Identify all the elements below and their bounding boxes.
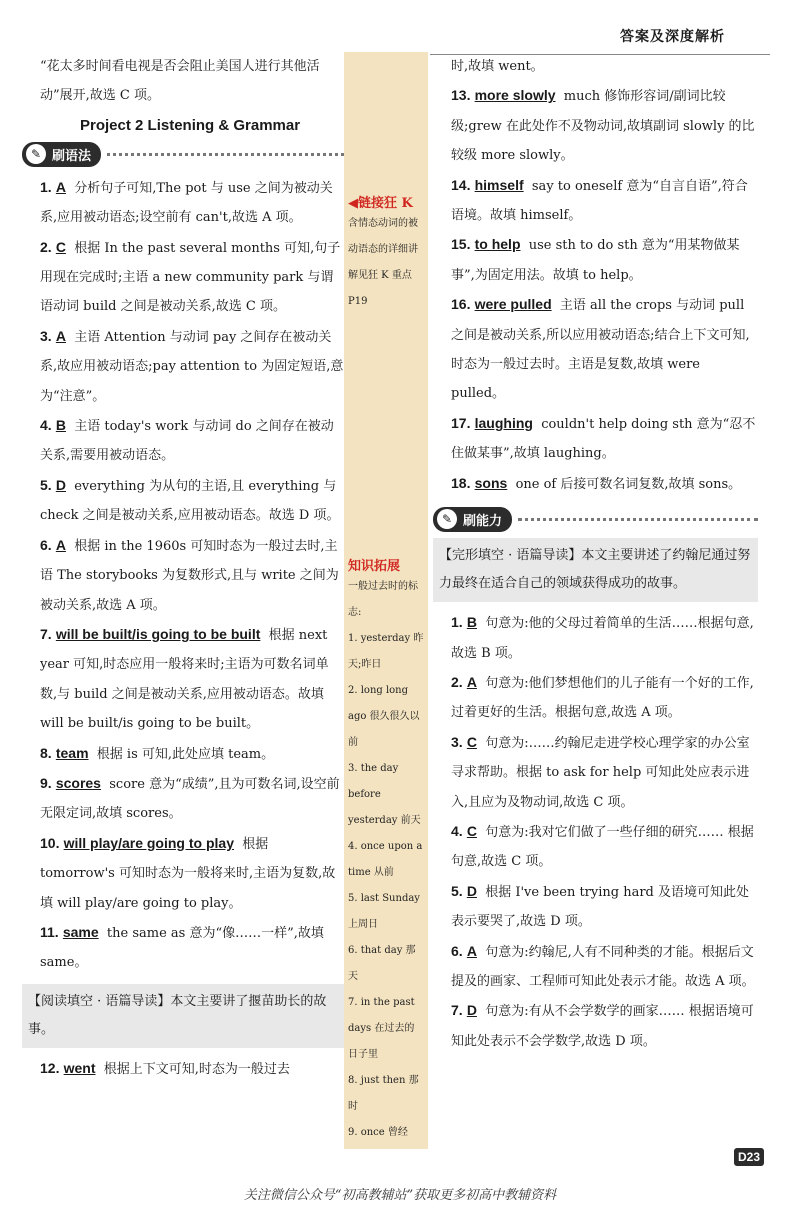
- right-column: [433, 52, 758, 1056]
- list-item: [22, 918, 344, 978]
- item-answer: team: [55, 744, 89, 761]
- extension-item: 4. once upon a time 从前: [348, 841, 423, 878]
- item-explanation: 根据 I've been trying hard 及语境可知此处表示要哭了,故选 D 项。: [451, 884, 750, 930]
- footer: 关注微信公众号“初高教辅站”获取更多初高中教辅资料: [243, 1188, 557, 1203]
- item-number: 6.: [40, 536, 52, 553]
- extension-item: 7. in the past days 在过去的日子里: [348, 997, 415, 1060]
- list-item: [22, 322, 344, 411]
- list-item: [433, 937, 758, 997]
- left-intro: “花太多时间看电视是否会阻止美国人进行其他活动”展开,故选 C 项。: [40, 59, 320, 104]
- item-answer: C: [466, 822, 477, 839]
- item-explanation: 根据 tomorrow's 可知时态为一般将来时,主语为复数,故填 will play/are going to play。: [40, 836, 336, 911]
- item-number: 10.: [40, 834, 60, 851]
- item-number: 5.: [40, 476, 52, 493]
- list-item: [22, 411, 344, 471]
- item-number: 1.: [40, 178, 52, 195]
- item-number: 9.: [40, 774, 52, 791]
- cloze-guide: 【完形填空 · 语篇导读】本文主要讲述了约翰尼通过努力最终在适合自己的领域获得成功的故事。: [433, 538, 758, 602]
- item-answer: were pulled: [474, 296, 552, 313]
- grammar-badge: [22, 142, 101, 167]
- item-answer: himself: [474, 176, 524, 193]
- extension-item: 6. that day 那天: [348, 945, 416, 982]
- item-explanation: one of 后接可数名词复数,故填 sons。: [515, 476, 742, 492]
- header-title: 答案及深度解析: [620, 29, 725, 45]
- item-explanation: 句意为:我对它们做了一些仔细的研究…… 根据句意,故选 C 项。: [451, 824, 754, 870]
- item-answer: scores: [55, 774, 101, 791]
- list-item: [22, 769, 344, 829]
- list-item: [433, 171, 758, 231]
- item-number: 4.: [451, 822, 463, 839]
- item-number: 18.: [451, 474, 471, 491]
- grammar-badge-label: 刷语法: [52, 148, 92, 164]
- pen-icon: ✎: [26, 144, 46, 164]
- item-answer: D: [466, 1002, 477, 1019]
- item-number: 7.: [451, 1002, 463, 1019]
- extension-list: [344, 626, 428, 1146]
- item-number: 8.: [40, 744, 52, 761]
- extension-item: 9. once 曾经: [348, 1127, 408, 1138]
- item-explanation: 根据 In the past several months 可知,句子用现在完成时;主语 a new community park 与谓语动词 build 之间是被动关系,故选 C 项。: [40, 240, 341, 315]
- list-item: [22, 233, 344, 322]
- list-item: [433, 409, 758, 469]
- item-number: 16.: [451, 296, 471, 313]
- item-number: 1.: [451, 614, 463, 631]
- list-item: [433, 728, 758, 817]
- ability-tag: [433, 507, 758, 532]
- item-answer: D: [55, 476, 66, 493]
- item-number: 5.: [451, 882, 463, 899]
- item-explanation: couldn't help doing sth 意为“忍不住做某事”,故填 laughing。: [451, 416, 756, 462]
- item-number: 3.: [451, 733, 463, 750]
- item-answer: sons: [474, 474, 508, 491]
- cloze-item-list: [433, 608, 758, 1056]
- right-item-list: [433, 81, 758, 499]
- item-answer: C: [466, 733, 477, 750]
- item-answer: more slowly: [474, 87, 556, 104]
- extension-title: 知识拓展: [348, 559, 401, 574]
- item-number: 6.: [451, 942, 463, 959]
- item-explanation: everything 为从句的主语,且 everything 与 check 之间是被动关系,应用被动语态。故选 D 项。: [40, 478, 340, 524]
- item-number: 2.: [40, 238, 52, 255]
- extension-item: 3. the day before yesterday 前天: [348, 763, 421, 826]
- item-answer: same: [62, 923, 99, 940]
- item-answer: A: [466, 942, 477, 959]
- list-item: [22, 173, 344, 233]
- item-number: 11.: [40, 923, 59, 940]
- link-title: [344, 192, 428, 211]
- link-title-text: 链接狂 K: [358, 196, 413, 211]
- ability-badge: [433, 507, 512, 532]
- item-explanation: 句意为:他的父母过着简单的生活……根据句意,故选 B 项。: [451, 616, 754, 661]
- list-item: [22, 620, 344, 739]
- item-number: 17.: [451, 414, 471, 431]
- pen-icon: ✎: [437, 509, 457, 529]
- item-answer: D: [466, 882, 477, 899]
- extension-item: 8. just then 那时: [348, 1075, 419, 1112]
- arrow-icon: ◀: [348, 196, 358, 211]
- ability-badge-label: 刷能力: [463, 514, 503, 530]
- left-item-list: [22, 173, 344, 978]
- item-explanation: 主语 Attention 与动词 pay 之间存在被动关系,故应用被动语态;pay attention to 为固定短语,意为“注意”。: [40, 329, 344, 404]
- extension-intro: 一般过去时的标志:: [348, 581, 418, 618]
- item-explanation: 主语 today's work 与动词 do 之间存在被动关系,需要用被动语态。: [40, 419, 334, 464]
- page-number: D23: [734, 1148, 764, 1166]
- list-item: [433, 230, 758, 290]
- item-number: 4.: [40, 417, 52, 434]
- item-number: 3.: [40, 327, 52, 344]
- right-continuation: 时,故填 went。: [451, 59, 544, 74]
- item-number: 14.: [451, 176, 471, 193]
- item-answer: B: [466, 614, 477, 631]
- list-item: [22, 1054, 344, 1084]
- list-item: [22, 739, 344, 769]
- item-explanation: 根据 in the 1960s 可知时态为一般过去时,主语 The storybooks 为复数形式,且与 write 之间为被动关系,故选 A 项。: [40, 538, 339, 613]
- item-number: 15.: [451, 236, 471, 253]
- section-title: Project 2 Listening & Grammar: [80, 116, 301, 134]
- list-item: [433, 668, 758, 728]
- list-item: [22, 471, 344, 531]
- item-number: 2.: [451, 673, 463, 690]
- list-item: [433, 81, 758, 170]
- item-answer: will be built/is going to be built: [55, 625, 261, 642]
- item-explanation: 句意为:有从不会学数学的画家…… 根据语境可知此处表示不会学数学,故选 D 项。: [451, 1004, 754, 1049]
- item-explanation: 根据上下文可知,时态为一般过去: [103, 1061, 290, 1077]
- item-explanation: say to oneself 意为“自言自语”,符合语境。故填 himself。: [451, 178, 748, 224]
- item-explanation: 句意为:他们梦想他们的儿子能有一个好的工作,过着更好的生活。根据句意,故选 A 项。: [451, 675, 754, 721]
- left-column: [22, 52, 344, 1084]
- list-item: [22, 531, 344, 620]
- grammar-tag: [22, 142, 344, 167]
- list-item: [433, 469, 758, 499]
- list-item: [433, 290, 758, 409]
- list-item: [433, 608, 758, 668]
- item-explanation: 根据 is 可知,此处应填 team。: [96, 746, 275, 762]
- item-explanation: 主语 all the crops 与动词 pull 之间是被动关系,所以应用被动语态;结合上下文可知,时态为一般过去时。主语是复数,故填 were pulled。: [451, 298, 750, 402]
- item-explanation: 句意为:约翰尼,人有不同种类的才能。根据后文提及的画家、工程师可知此处表示才能。故选 A 项。: [451, 944, 755, 989]
- item-explanation: use sth to do sth 意为“用某物做某事”,为固定用法。故填 to help。: [451, 238, 740, 283]
- item-answer: C: [55, 238, 66, 255]
- item-explanation: much 修饰形容词/副词比较级;grew 在此处作不及物动词,故填副词 slowly 的比较级 more slowly。: [451, 89, 755, 164]
- reading-guide: 【阅读填空 · 语篇导读】本文主要讲了揠苗助长的故事。: [22, 984, 344, 1048]
- list-item: [433, 817, 758, 877]
- item-answer: A: [55, 536, 66, 553]
- item-answer: will play/are going to play: [63, 834, 234, 851]
- item-explanation: 根据 next year 可知,时态应用一般将来时;主语为可数名词单数,与 build 之间是被动关系,应用被动语态。故填 will be built/is going to be built。: [40, 627, 329, 732]
- item-number: 13.: [451, 87, 471, 104]
- link-text: 含情态动词的被动语态的详细讲解见狂 K 重点 P19: [348, 218, 418, 307]
- dotted-divider: [518, 518, 758, 521]
- item-answer: went: [63, 1059, 96, 1076]
- item-number: 7.: [40, 625, 52, 642]
- item-explanation: 句意为:……约翰尼走进学校心理学家的办公室寻求帮助。根据 to ask for help 可知此处应表示进入,且应为及物动词,故选 C 项。: [451, 735, 750, 810]
- list-item: [22, 829, 344, 918]
- item-number: 12.: [40, 1059, 60, 1076]
- item-explanation: the same as 意为“像……一样”,故填 same。: [40, 925, 324, 971]
- dotted-divider: [107, 153, 344, 156]
- extension-item: 1. yesterday 昨天;昨日: [348, 633, 424, 670]
- list-item: [433, 996, 758, 1056]
- extension-item: 5. last Sunday 上周日: [348, 893, 420, 930]
- item-answer: B: [55, 417, 66, 434]
- margin-notes: [344, 52, 428, 1149]
- item-explanation: 分析句子可知,The pot 与 use 之间为被动关系,应用被动语态;设空前有 can't,故选 A 项。: [40, 180, 333, 226]
- item-answer: laughing: [474, 414, 533, 431]
- item-answer: A: [55, 178, 66, 195]
- item-answer: A: [466, 673, 477, 690]
- extension-item: 2. long long ago 很久很久以前: [348, 685, 420, 748]
- list-item: [433, 877, 758, 937]
- item-explanation: score 意为“成绩”,且为可数名词,设空前无限定词,故填 scores。: [40, 776, 340, 822]
- item-answer: to help: [474, 236, 521, 253]
- item-answer: A: [55, 327, 66, 344]
